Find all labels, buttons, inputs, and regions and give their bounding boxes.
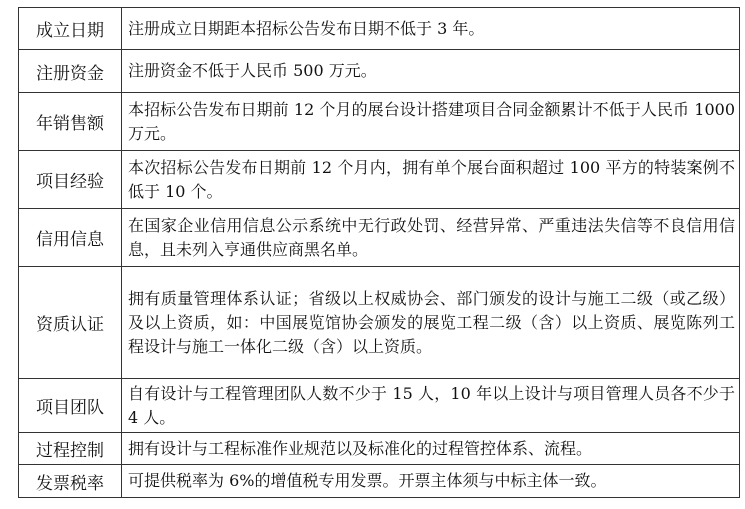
row-text: 本次招标公告发布日期前 12 个月内，拥有单个展台面积超过 100 平方的特装案例不低于 10 个。	[122, 151, 740, 209]
row-label: 发票税率	[19, 465, 122, 498]
row-text: 在国家企业信用信息公示系统中无行政处罚、经营异常、严重违法失信等不良信用信息，且未列入亨通供应商黑名单。	[122, 209, 740, 267]
row-label: 资质认证	[19, 267, 122, 379]
table-row	[19, 465, 740, 498]
row-label: 项目经验	[19, 151, 122, 209]
row-text: 自有设计与工程管理团队人数不少于 15 人，10 年以上设计与项目管理人员各不少于 4 人。	[122, 379, 740, 433]
row-label: 成立日期	[19, 8, 122, 50]
table-row	[19, 267, 740, 379]
table-row	[19, 8, 740, 50]
table-row	[19, 93, 740, 151]
table-row	[19, 209, 740, 267]
requirements-table	[18, 7, 740, 498]
row-text: 拥有设计与工程标准作业规范以及标准化的过程管控体系、流程。	[122, 433, 740, 465]
row-text: 注册成立日期距本招标公告发布日期不低于 3 年。	[122, 8, 740, 50]
row-text: 注册资金不低于人民币 500 万元。	[122, 50, 740, 93]
row-label: 过程控制	[19, 433, 122, 465]
row-label: 信用信息	[19, 209, 122, 267]
row-label: 项目团队	[19, 379, 122, 433]
row-text: 本招标公告发布日期前 12 个月的展台设计搭建项目合同金额累计不低于人民币 1000 万元。	[122, 93, 740, 151]
row-label: 年销售额	[19, 93, 122, 151]
row-text: 拥有质量管理体系认证；省级以上权威协会、部门颁发的设计与施工二级（或乙级）及以上资质，如：中国展览馆协会颁发的展览工程二级（含）以上资质、展览陈列工程设计与施工一体化二级（含）以上资质。	[122, 267, 740, 379]
table-row	[19, 433, 740, 465]
table-row	[19, 50, 740, 93]
row-text: 可提供税率为 6%的增值税专用发票。开票主体须与中标主体一致。	[122, 465, 740, 498]
table-row	[19, 379, 740, 433]
table-row	[19, 151, 740, 209]
row-label: 注册资金	[19, 50, 122, 93]
